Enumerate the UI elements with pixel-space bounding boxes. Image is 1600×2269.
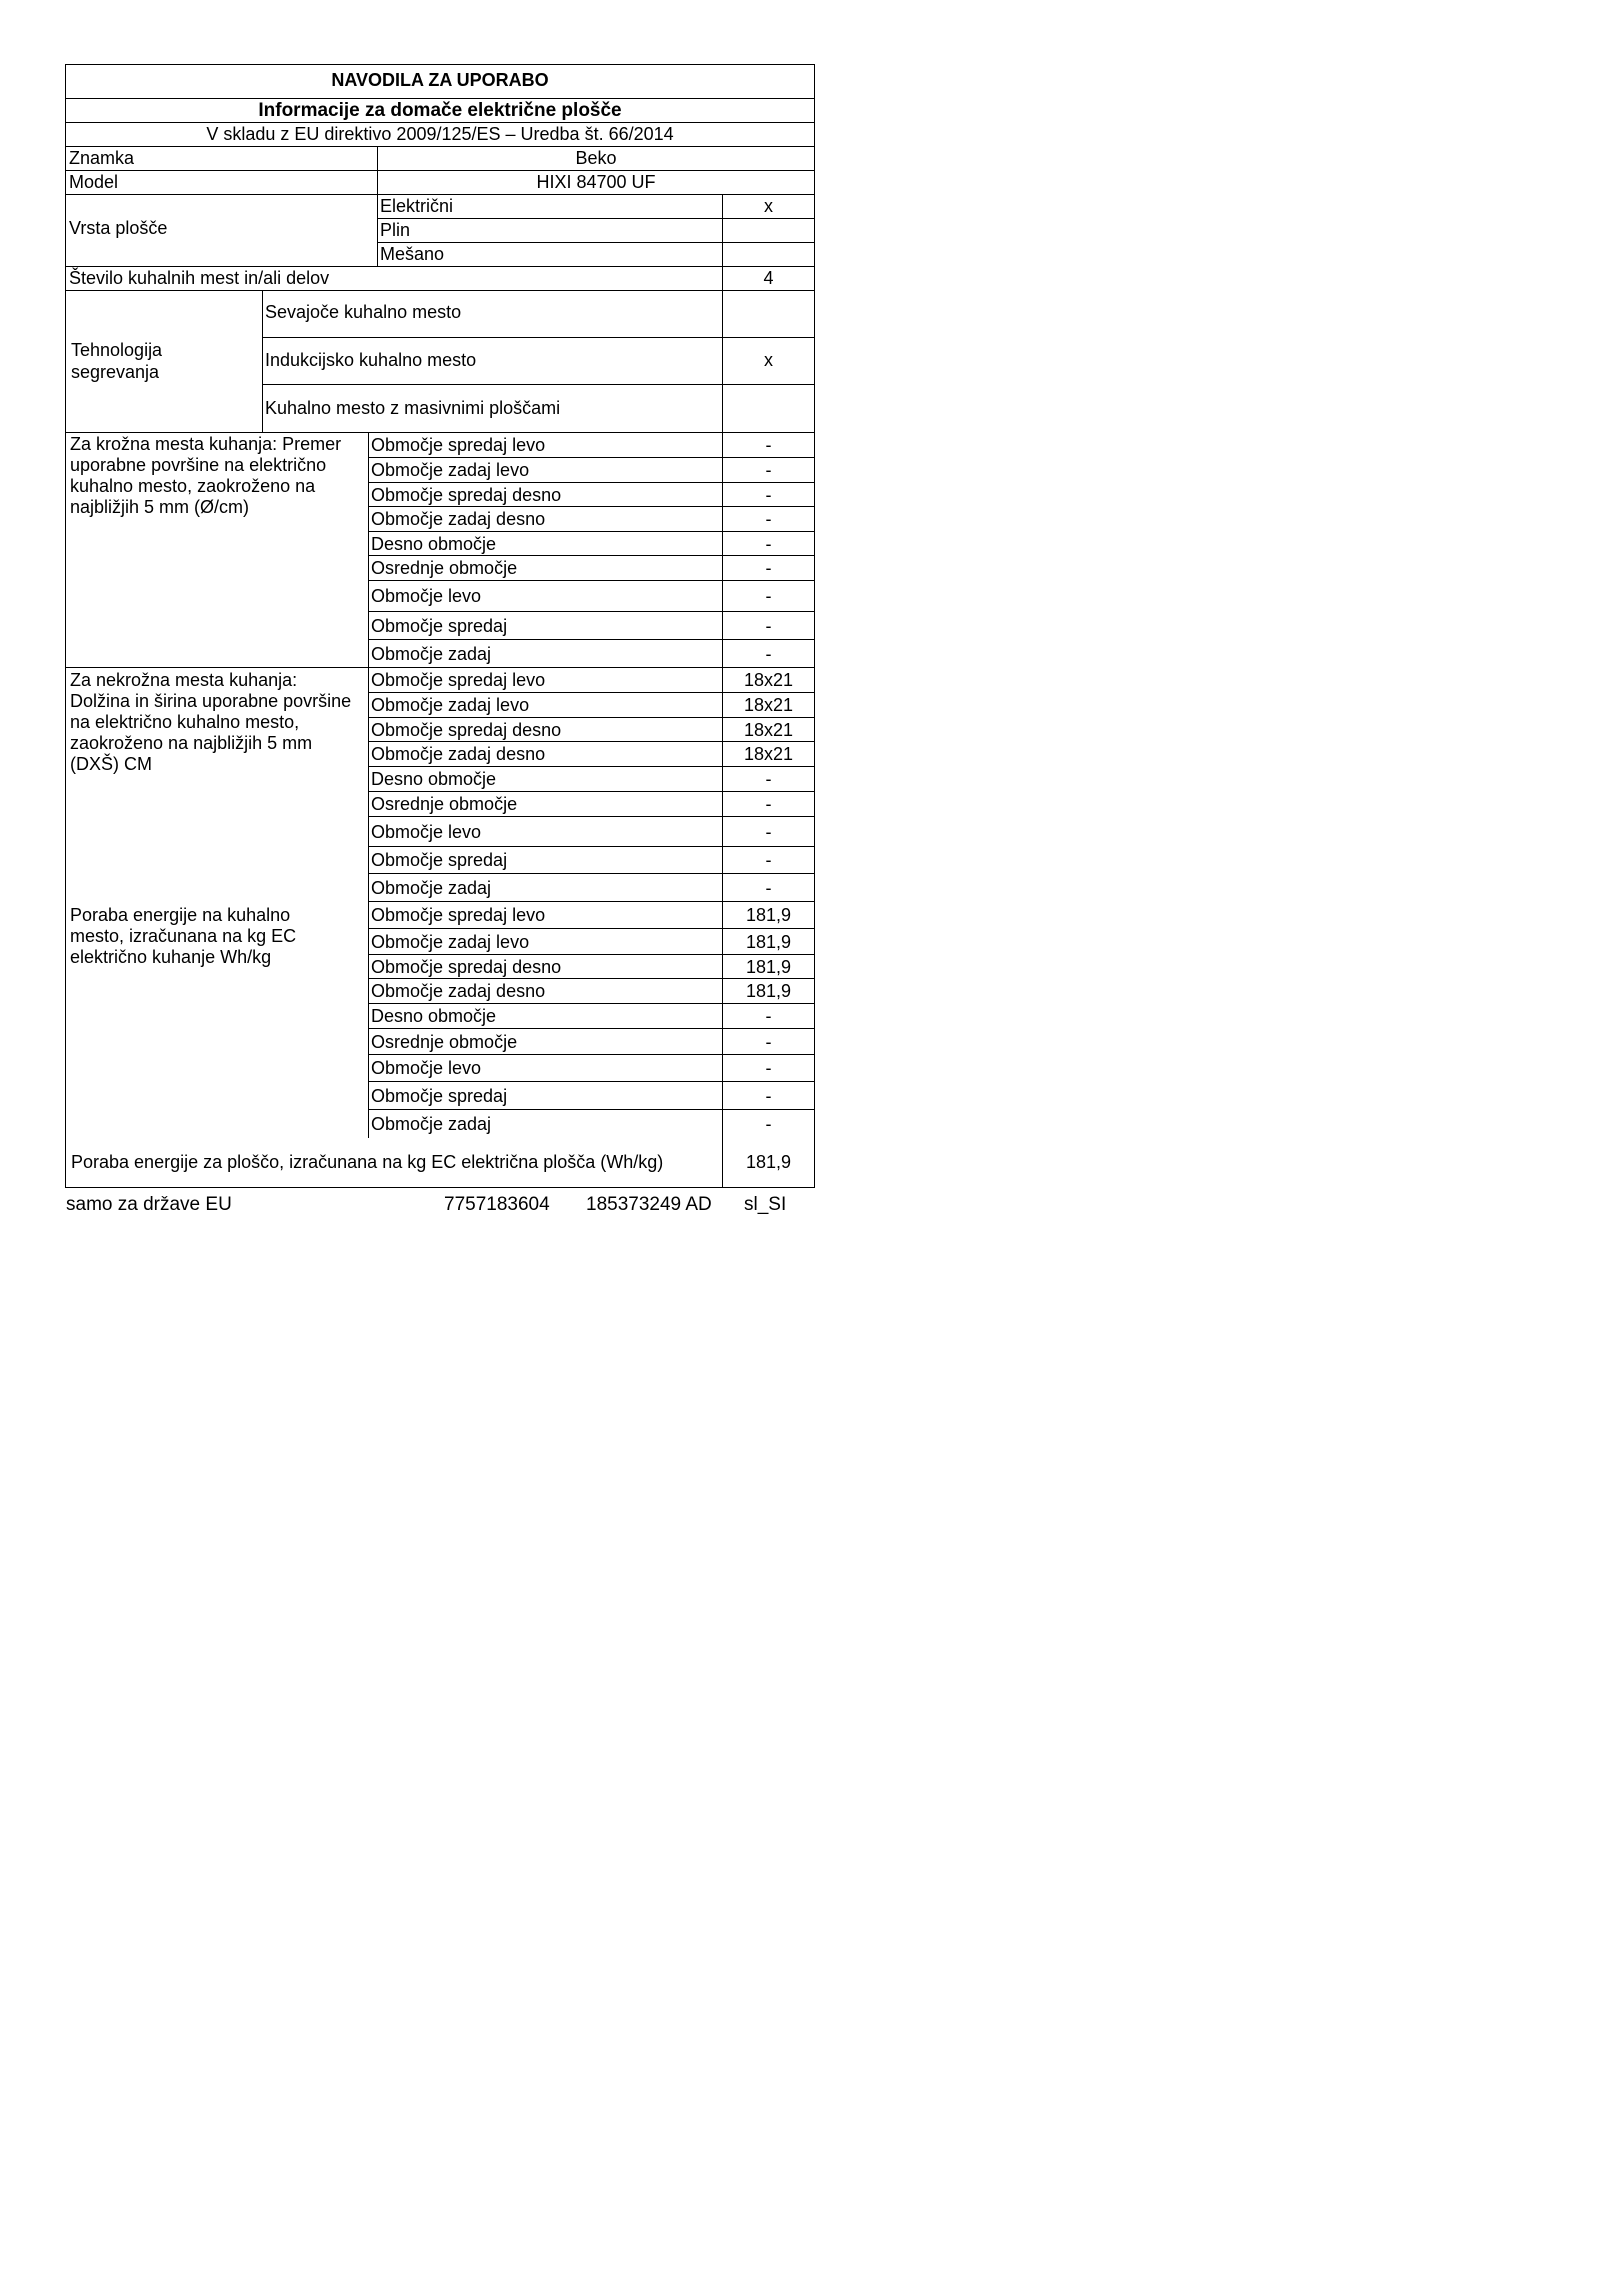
zone-value: -: [765, 1006, 772, 1026]
table-rule: [65, 290, 815, 291]
table-rule: [368, 580, 815, 581]
zone-value: -: [765, 485, 772, 505]
table-rule: [65, 170, 815, 171]
zone-name: Območje zadaj: [371, 1114, 492, 1134]
zone-name: Desno območje: [371, 534, 497, 554]
energy-hob-label: Poraba energije za ploščo, izračunana na kg EC električna plošča (Wh/kg): [71, 1152, 664, 1172]
zone-name: Osrednje območje: [371, 558, 518, 578]
energy-hob-value: 181,9: [745, 1152, 792, 1172]
heating-mark: x: [764, 350, 773, 370]
zone-name: Območje levo: [371, 586, 482, 606]
zone-value: -: [765, 644, 772, 664]
hob-type-option: Mešano: [380, 244, 445, 264]
zone-name: Območje levo: [371, 822, 482, 842]
table-rule: [368, 1109, 815, 1110]
table-rule: [368, 766, 815, 767]
zone-value: 181,9: [745, 905, 792, 925]
table-rule: [368, 639, 815, 640]
table-rule: [368, 717, 815, 718]
heating-label-line2: segrevanja: [71, 362, 160, 382]
table-column-rule: [368, 432, 369, 1138]
zone-value: -: [765, 616, 772, 636]
brand-value: Beko: [575, 148, 617, 168]
table-rule: [368, 978, 815, 979]
table-rule: [368, 531, 815, 532]
zone-value: 18x21: [743, 720, 794, 740]
zone-value: -: [765, 558, 772, 578]
table-rule: [65, 266, 815, 267]
footer-code-2: 185373249 AD: [586, 1194, 712, 1215]
table-rule: [368, 482, 815, 483]
zone-value: -: [765, 1114, 772, 1134]
table-rule: [65, 98, 815, 99]
table-rule: [368, 901, 815, 902]
heating-option: Indukcijsko kuhalno mesto: [265, 350, 477, 370]
zone-name: Območje spredaj: [371, 1086, 508, 1106]
heating-option: Kuhalno mesto z masivnimi ploščami: [265, 398, 561, 418]
zone-name: Območje spredaj desno: [371, 720, 562, 740]
noncircular-zones-label: Za nekrožna mesta kuhanja: Dolžina in širina uporabne površine na električno kuhalno mesto, zaokroženo na najbližjih 5 mm (DXŠ) CM: [70, 670, 352, 774]
zone-name: Območje spredaj levo: [371, 435, 546, 455]
zone-name: Območje spredaj levo: [371, 905, 546, 925]
table-rule: [368, 741, 815, 742]
zone-value: 181,9: [745, 957, 792, 977]
zone-value: -: [765, 509, 772, 529]
zone-value: 181,9: [745, 981, 792, 1001]
table-rule: [368, 1081, 815, 1082]
directive-text: V skladu z EU direktivo 2009/125/ES – Uredba št. 66/2014: [206, 124, 674, 144]
hob-type-mark: x: [764, 196, 773, 216]
zone-name: Območje spredaj levo: [371, 670, 546, 690]
footer-note: samo za države EU: [66, 1194, 232, 1215]
table-rule: [368, 506, 815, 507]
zone-name: Območje spredaj desno: [371, 957, 562, 977]
zone-value: -: [765, 850, 772, 870]
model-value: HIXI 84700 UF: [536, 172, 656, 192]
zone-name: Območje zadaj levo: [371, 695, 530, 715]
energy-per-zone-label: Poraba energije na kuhalno mesto, izračunana na kg EC električno kuhanje Wh/kg: [70, 905, 297, 967]
circular-zones-label: Za krožna mesta kuhanja: Premer uporabne površine na električno kuhalno mesto, zaokroženo na najbližjih 5 mm (Ø/cm): [70, 434, 342, 517]
footer-code-1: 7757183604: [444, 1194, 550, 1215]
heating-label-line1: Tehnologija: [71, 340, 163, 360]
zone-value: -: [765, 435, 772, 455]
table-rule: [65, 122, 815, 123]
zone-value: 18x21: [743, 670, 794, 690]
table-rule: [65, 432, 815, 433]
zone-value: -: [765, 460, 772, 480]
zone-name: Desno območje: [371, 769, 497, 789]
table-rule: [368, 1028, 815, 1029]
table-rule: [65, 146, 815, 147]
zone-value: -: [765, 794, 772, 814]
table-rule: [368, 457, 815, 458]
zones-count-value: 4: [763, 268, 774, 288]
zone-name: Območje zadaj: [371, 878, 492, 898]
heating-option: Sevajoče kuhalno mesto: [265, 302, 462, 322]
table-rule: [368, 873, 815, 874]
zone-name: Območje zadaj desno: [371, 509, 546, 529]
zone-name: Območje zadaj levo: [371, 460, 530, 480]
zones-count-label: Število kuhalnih mest in/ali delov: [69, 268, 330, 288]
table-rule: [368, 816, 815, 817]
table-rule: [368, 692, 815, 693]
zone-value: -: [765, 1086, 772, 1106]
zone-value: 18x21: [743, 744, 794, 764]
table-column-rule: [262, 290, 263, 432]
zone-value: -: [765, 769, 772, 789]
page-title: NAVODILA ZA UPORABO: [331, 70, 549, 90]
hob-type-option: Plin: [380, 220, 411, 240]
zone-name: Območje zadaj desno: [371, 981, 546, 1001]
table-rule: [262, 384, 815, 385]
model-label: Model: [69, 172, 119, 192]
zone-name: Območje zadaj levo: [371, 932, 530, 952]
zone-value: 181,9: [745, 932, 792, 952]
table-subtitle: Informacije za domače električne plošče: [258, 100, 622, 121]
table-rule: [368, 846, 815, 847]
zone-name: Območje spredaj: [371, 850, 508, 870]
table-rule: [377, 218, 815, 219]
hob-type-option: Električni: [380, 196, 454, 216]
table-rule: [368, 954, 815, 955]
zone-name: Osrednje območje: [371, 794, 518, 814]
table-rule: [65, 194, 815, 195]
zone-name: Območje spredaj: [371, 616, 508, 636]
footer-locale: sl_SI: [744, 1194, 787, 1215]
zone-value: -: [765, 878, 772, 898]
zone-name: Območje spredaj desno: [371, 485, 562, 505]
zone-name: Desno območje: [371, 1006, 497, 1026]
zone-value: -: [765, 586, 772, 606]
hob-type-label: Vrsta plošče: [69, 218, 168, 238]
zone-value: -: [765, 822, 772, 842]
table-rule: [368, 1003, 815, 1004]
zone-name: Osrednje območje: [371, 1032, 518, 1052]
table-rule: [368, 1054, 815, 1055]
table-rule: [377, 242, 815, 243]
zone-name: Območje zadaj desno: [371, 744, 546, 764]
zone-name: Območje zadaj: [371, 644, 492, 664]
brand-label: Znamka: [69, 148, 135, 168]
zone-value: -: [765, 534, 772, 554]
table-rule: [368, 611, 815, 612]
zone-value: 18x21: [743, 695, 794, 715]
table-rule: [368, 928, 815, 929]
table-rule: [368, 555, 815, 556]
zone-name: Območje levo: [371, 1058, 482, 1078]
zone-value: -: [765, 1032, 772, 1052]
table-rule: [368, 791, 815, 792]
zone-value: -: [765, 1058, 772, 1078]
table-rule: [65, 667, 815, 668]
table-rule: [262, 337, 815, 338]
